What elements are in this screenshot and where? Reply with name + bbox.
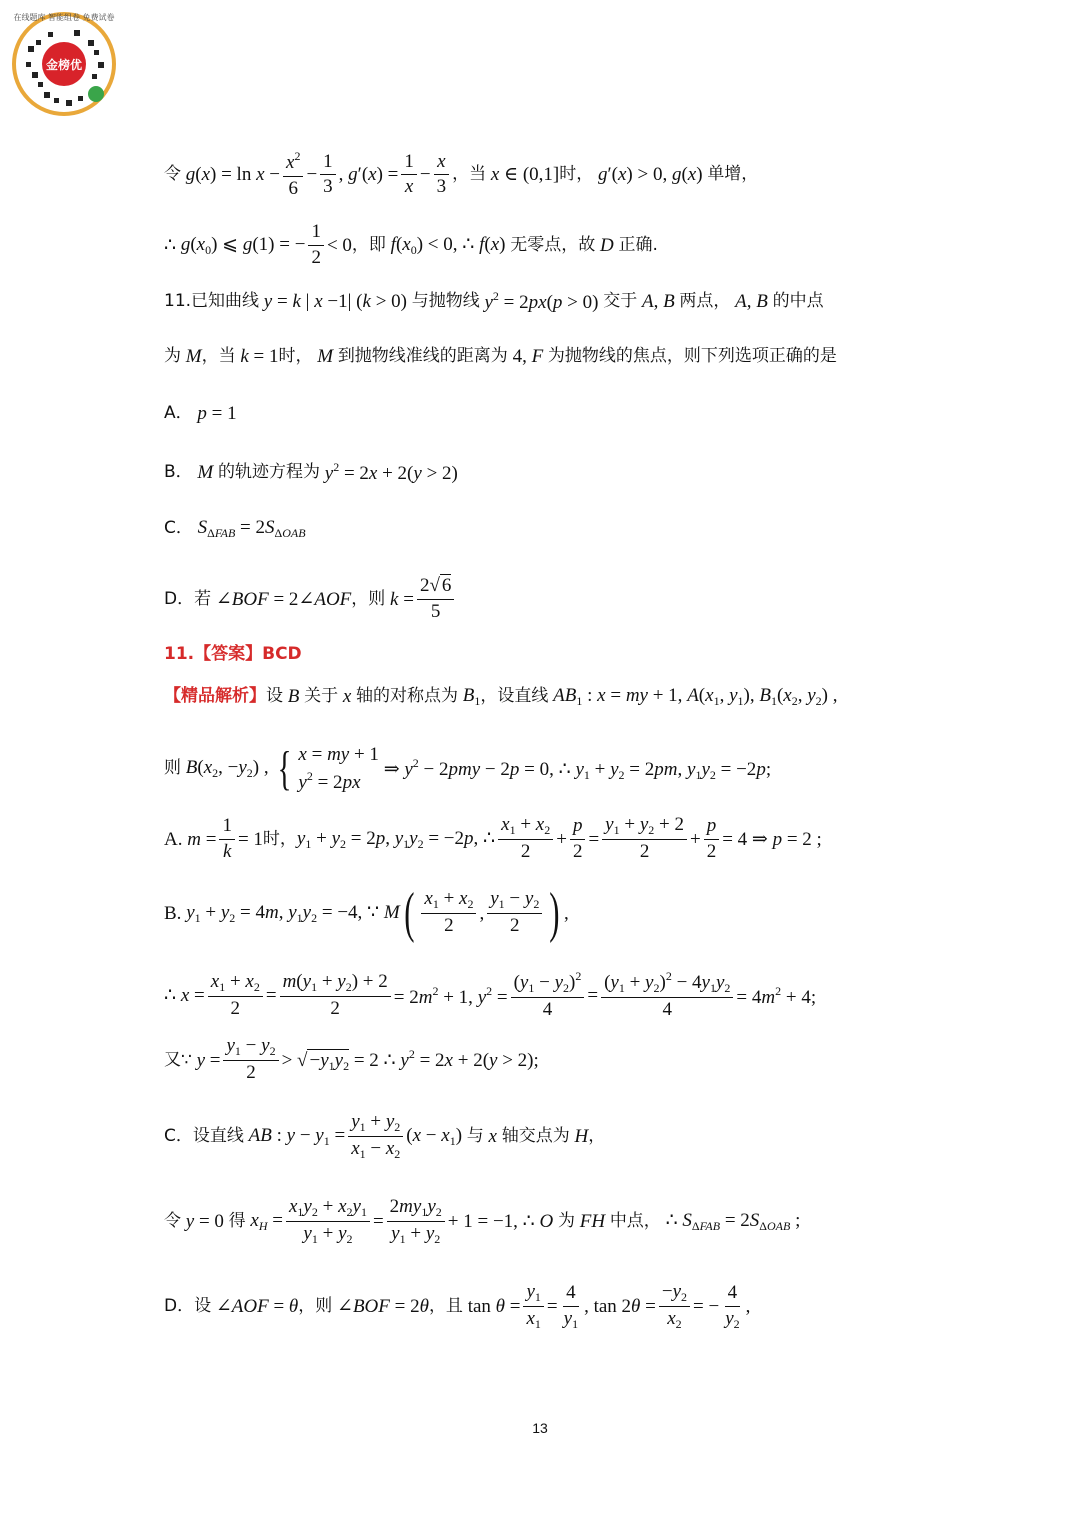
solution-line2: 则 $B(x_2$, $-y_2$) , { x = my + 1 $y^2 = 2px$ ⇒ $y^2 - 2pmy - 2p = 0$, ∴ $y_1 + y_2 = 2pm$, $y_1y_2 = -2p$; — [164, 741, 772, 795]
answer-value: BCD — [262, 644, 302, 664]
line-g-definition: 令 g(x) = ln x − $\frac{x^2}{6}$ − $\frac{1}{3}$ , g′(x) = $\frac{1}{x}$ − $\frac{x}{3}$ ，当 x ∈ (0,1] 时， g′(x) > 0, g(x) 单增， — [164, 149, 759, 199]
text: 已知曲线 — [191, 290, 260, 311]
text: 中点， — [609, 1211, 661, 1232]
text: ，当 — [452, 164, 487, 185]
text: 又∵ — [164, 1049, 192, 1070]
page-number: 13 — [532, 1420, 548, 1436]
text: 关于 — [304, 686, 339, 706]
solution-part-c-derivation: 令 y = 0 得 $x_H$ = $\frac{x_1y_2 + x_2y_1}{y_1 + y_2}$ = $\frac{2my_1y_2}{y_1 + y_2}$ + 1 = −1, ∴ O 为 FH 中点， ∴ $S_{\Delta FAB} = 2S_{\Delta OAB}$ ; — [164, 1196, 801, 1247]
logo-center-text: 金榜优 — [45, 58, 83, 72]
text: 时， — [559, 164, 594, 185]
text: ，则 — [298, 1296, 333, 1317]
text: 令 — [164, 1211, 181, 1232]
text: ，且 — [428, 1296, 463, 1317]
text: 单增， — [707, 164, 759, 185]
option-label: B． — [164, 461, 193, 482]
option-label: D．若 — [164, 588, 212, 609]
text: 轴交点为 — [501, 1126, 570, 1147]
text: 设 — [266, 686, 283, 706]
qr-badge-icon — [8, 6, 120, 118]
text: ，设直线 — [480, 686, 549, 706]
solution-part-b-derivation: ∴ x = $\frac{x_1 + x_2}{2}$ = $\frac{m(y_1 + y_2) + 2}{2}$ = $2m^2 + 1$, $y^2$ = $\frac{(y_1 - y_2)^2}{4}$ = $\frac{(y_1 + y_2)^2 - 4y_1y_2}{4}$ = $4m^2 + 4$; — [164, 969, 817, 1021]
solution-part-d: D．设 ∠AOF = θ ，则 ∠BOF = 2θ ，且 tan θ = $\frac{y_1}{x_1}$ = $\frac{4}{y_1}$ , tan 2θ = $\frac{-y_2}{x_2}$ = − $\frac{4}{y_2}$ , — [164, 1281, 751, 1332]
solution-line1: 【精品解析】 设 B 关于 x 轴的对称点为 $B_1$ ，设直线 $AB_1$ : x = my + 1, $A(x_1$, $y_1$), $B_1(x_2$, $y_2$) , — [164, 685, 838, 708]
logo-top-text: 在线题库 智能组卷 免费试卷 — [13, 13, 115, 22]
text: 则 — [164, 758, 181, 779]
question-number: 11. — [164, 290, 192, 311]
text: 轴的对称点为 — [356, 686, 459, 706]
text: 到抛物线准线的距离为 — [337, 346, 508, 366]
text: 的轨迹方程为 — [218, 461, 320, 482]
line-conclusion-d: ∴ $g(x_0)$ ⩽ g(1) = − $\frac{1}{2}$ < 0 ，即 $f(x_0) < 0$, ∴ f(x) 无零点，故 D 正确. — [164, 221, 658, 268]
solution-label: 【精品解析】 — [164, 686, 266, 706]
solution-part-c: C．设直线 AB : $y - y_1$ = $\frac{y_1 + y_2}{x_1 - x_2}$ $(x - x_1)$ 与 x 轴交点为 H ， — [164, 1111, 606, 1162]
text: 正确. — [618, 234, 658, 255]
text: D．设 — [164, 1296, 212, 1317]
text: ∴ — [164, 234, 177, 256]
brand-logo — [8, 6, 120, 118]
option-a: A． p = 1 — [164, 403, 237, 424]
text: B. — [164, 902, 182, 924]
text: 得 — [228, 1211, 246, 1232]
solution-part-b-range: 又∵ y = $\frac{y_1 - y_2}{2}$ > √ $-y_1y_2 = 2$ ∴ $y^2 = 2x + 2(y > 2)$; — [164, 1035, 539, 1084]
question-11-line2: 为 M ，当 k = 1 时， M 到抛物线准线的距离为 4, F 为抛物线的焦点，则下列选项正确的是 — [164, 346, 837, 367]
text: 为 — [164, 346, 181, 366]
answer-number: 11. — [164, 644, 195, 664]
option-b: B． M 的轨迹方程为 $y^2 = 2x + 2(y > 2)$ — [164, 460, 458, 484]
option-d: D．若 ∠BOF = 2∠AOF ，则 k = $\frac{2√ 6}{5}$ — [164, 576, 922, 623]
option-c: C． $S_{\Delta FAB} = 2S_{\Delta OAB}$ — [164, 517, 306, 540]
text: 时， — [278, 346, 313, 366]
solution-part-a: A. m = $\frac{1}{k}$ = 1 时， $y_1 + y_2 = 2p$, $y_1y_2 = -2p$, ∴ $\frac{x_1 + x_2}{2}$ + $\frac{p}{2}$ = $\frac{y_1 + y_2 + 2}{2}$ + $\frac{p}{2}$ = 4 ⇒ p = 2 ; — [164, 814, 822, 863]
text: 令 — [164, 164, 181, 185]
answer-label: 【答案】 — [194, 644, 263, 664]
question-11-line1: 11. 已知曲线 y = k | x −1| (k > 0) 与抛物线 $y^2 = 2px(p > 0)$ 交于 A, B 两点， A, B 的中点 — [164, 289, 824, 313]
text: 交于 — [603, 290, 638, 311]
text: 两点， — [679, 290, 731, 311]
text: A. — [164, 828, 183, 850]
text: ，即 — [351, 234, 386, 255]
text: 为 — [557, 1211, 575, 1232]
text: 与抛物线 — [411, 290, 480, 311]
text: ，当 — [201, 346, 236, 366]
solution-part-b: B. $y_1 + y_2 = 4m$, $y_1y_2 = -4$, ∵ M ( $\frac{x_1 + x_2}{2}$ , $\frac{y_1 - y_2}{2}$ ) , — [164, 882, 569, 944]
text: 与 — [466, 1126, 484, 1147]
option-label: A． — [164, 403, 193, 423]
text: ， — [588, 1126, 606, 1147]
text: 无零点，故 — [510, 234, 596, 255]
text: 的中点 — [772, 290, 824, 311]
answer-line — [164, 646, 922, 663]
text: 时， — [262, 828, 297, 849]
text: 为抛物线的焦点，则下列选项正确的是 — [547, 346, 837, 366]
text: C．设直线 — [164, 1126, 244, 1147]
option-label: C． — [164, 518, 193, 538]
text: ，则 — [351, 588, 386, 609]
